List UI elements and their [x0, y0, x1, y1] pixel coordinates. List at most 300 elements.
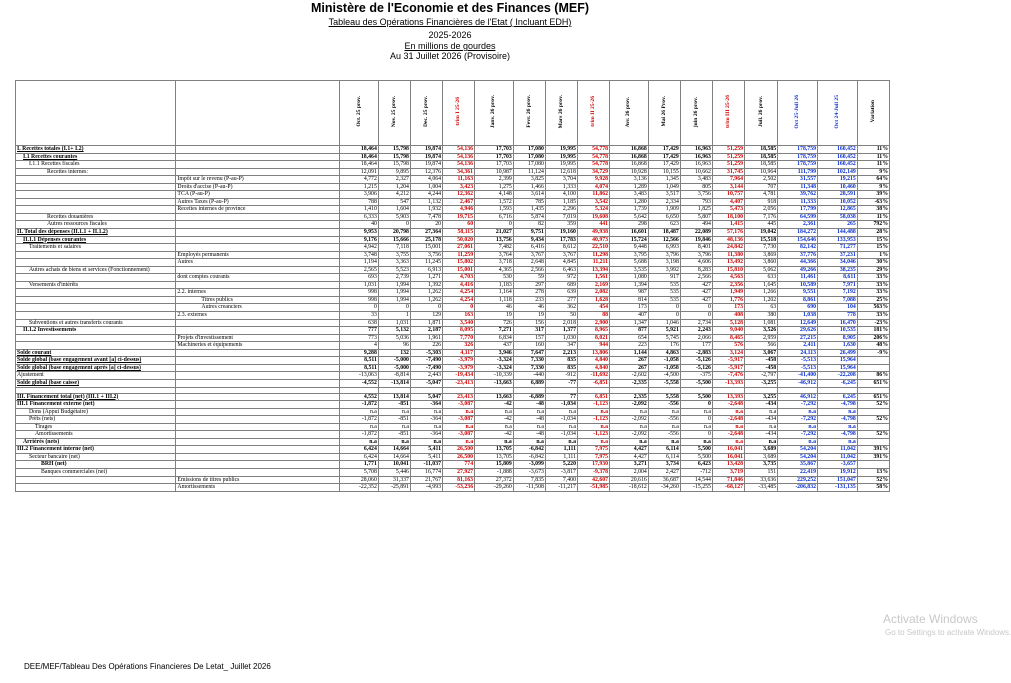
- row-label: BRH (net): [16, 461, 176, 469]
- row-label: [16, 296, 176, 304]
- column-header-label: Variation: [869, 100, 876, 123]
- value-cell: 5,411: [410, 446, 442, 454]
- row-sublabel: [176, 349, 340, 357]
- value-cell: -712: [680, 468, 712, 476]
- value-cell: 1,144: [610, 349, 649, 357]
- value-cell: 1,280: [610, 198, 649, 206]
- row-sublabel: [176, 423, 340, 431]
- value-cell: 8,612: [545, 244, 577, 252]
- value-cell: 5,220: [545, 461, 577, 469]
- value-cell: 773: [340, 334, 379, 342]
- table-row: [16, 431, 890, 439]
- table-row: [16, 281, 890, 289]
- value-cell: 917: [648, 274, 680, 282]
- value-cell: 13,814: [378, 393, 410, 401]
- value-cell: 805: [680, 183, 712, 191]
- table-row: [16, 342, 890, 350]
- value-cell: 20,616: [610, 476, 649, 484]
- value-cell: -13,393: [712, 379, 744, 387]
- row-label: III.1 Financement externe (net): [16, 401, 176, 409]
- value-cell: 5,446: [378, 468, 410, 476]
- value-cell: 2,411: [778, 342, 818, 350]
- value-cell: 2,361: [778, 221, 818, 229]
- activation-watermark: Activate Windows: [883, 612, 978, 626]
- value-cell: 10,928: [610, 168, 649, 176]
- value-cell: 22,089: [680, 229, 712, 237]
- value-cell: 19: [475, 312, 514, 320]
- row-sublabel: [176, 213, 340, 221]
- value-cell: 1,825: [680, 206, 712, 214]
- value-cell: -34,260: [648, 484, 680, 492]
- value-cell: 3,719: [712, 468, 744, 476]
- value-cell: -2,648: [712, 401, 744, 409]
- value-cell: 778: [818, 312, 858, 320]
- value-cell: -18,612: [610, 484, 649, 492]
- row-label: III.2 Financement interne (net): [16, 446, 176, 454]
- value-cell: 1: [378, 312, 410, 320]
- table-row: [16, 423, 890, 431]
- value-cell: -33,485: [745, 484, 778, 492]
- value-cell: 8,965: [577, 327, 609, 335]
- value-cell: -556: [648, 401, 680, 409]
- value-cell: 7,192: [818, 289, 858, 297]
- value-cell: 10,589: [778, 281, 818, 289]
- value-cell: 27,927: [443, 468, 475, 476]
- value-cell: 1,604: [378, 206, 410, 214]
- value-cell: 3,526: [745, 327, 778, 335]
- table-row: [16, 191, 890, 199]
- value-cell: 71,846: [712, 476, 744, 484]
- value-cell: 7,482: [475, 244, 514, 252]
- column-header: [745, 81, 778, 146]
- row-label: Dons (Appui Budgétaire): [16, 408, 176, 416]
- value-cell: 835: [545, 357, 577, 365]
- value-cell: 229,252: [778, 476, 818, 484]
- value-cell: 4,148: [475, 191, 514, 199]
- value-cell: -4,798: [818, 416, 858, 424]
- value-cell: -5,303: [410, 349, 442, 357]
- table-row: [16, 229, 890, 237]
- value-cell: 1,347: [610, 319, 649, 327]
- value-cell: 1,038: [778, 312, 818, 320]
- column-header-row: [16, 81, 890, 146]
- value-cell: n.a: [745, 423, 778, 431]
- value-cell: 223: [610, 342, 649, 350]
- column-header: [778, 81, 818, 146]
- value-cell: 10,757: [712, 191, 744, 199]
- row-sublabel: [176, 468, 340, 476]
- table-row: [16, 453, 890, 461]
- value-cell: 651%: [857, 393, 889, 401]
- table-row: [16, 446, 890, 454]
- value-cell: 34,046: [818, 259, 858, 267]
- value-cell: 298: [610, 221, 649, 229]
- value-cell: 2,187: [410, 327, 442, 335]
- value-cell: 12,566: [648, 236, 680, 244]
- value-cell: 17,703: [475, 146, 514, 154]
- value-cell: 9,751: [513, 229, 545, 237]
- value-cell: n.a: [545, 408, 577, 416]
- value-cell: 0: [475, 221, 514, 229]
- row-sublabel: [176, 453, 340, 461]
- value-cell: 18,464: [340, 146, 379, 154]
- value-cell: 15%: [857, 244, 889, 252]
- value-cell: 9,895: [378, 168, 410, 176]
- value-cell: [857, 438, 889, 446]
- value-cell: -4,552: [340, 379, 379, 387]
- value-cell: 1,262: [410, 289, 442, 297]
- value-cell: 16,868: [610, 146, 649, 154]
- value-cell: -48: [513, 401, 545, 409]
- value-cell: -15,255: [680, 484, 712, 492]
- value-cell: 64,599: [778, 213, 818, 221]
- value-cell: -6,245: [818, 379, 858, 387]
- value-cell: 1,081: [745, 319, 778, 327]
- value-cell: 58,115: [443, 229, 475, 237]
- value-cell: -4,798: [818, 431, 858, 439]
- value-cell: 160,452: [818, 153, 858, 161]
- value-cell: n.a: [712, 423, 744, 431]
- value-cell: 54,778: [577, 153, 609, 161]
- row-sublabel: Autres creanciers: [176, 304, 340, 312]
- value-cell: n.a: [745, 408, 778, 416]
- value-cell: 13%: [857, 468, 889, 476]
- value-cell: 178,759: [778, 146, 818, 154]
- value-cell: 11,245: [410, 259, 442, 267]
- value-cell: -364: [410, 416, 442, 424]
- value-cell: 38%: [857, 206, 889, 214]
- column-header-label: Juil. 26 prov.: [757, 96, 764, 128]
- column-header: [648, 81, 680, 146]
- value-cell: 4,427: [610, 446, 649, 454]
- value-cell: 111,799: [778, 168, 818, 176]
- value-cell: -458: [745, 364, 778, 372]
- value-cell: 58%: [857, 484, 889, 492]
- value-cell: 18,487: [648, 229, 680, 237]
- table-row: [16, 393, 890, 401]
- value-cell: n.a: [577, 438, 609, 446]
- value-cell: 1,776: [712, 296, 744, 304]
- value-cell: 2,296: [545, 206, 577, 214]
- column-header: [680, 81, 712, 146]
- value-cell: n.a: [680, 438, 712, 446]
- value-cell: 184,272: [778, 229, 818, 237]
- value-cell: 19,874: [410, 161, 442, 169]
- value-cell: 51,259: [712, 153, 744, 161]
- table-row: [16, 349, 890, 357]
- row-label: Prêts (nets): [16, 416, 176, 424]
- value-cell: [857, 461, 889, 469]
- value-cell: -13,814: [378, 379, 410, 387]
- row-label: Ajustement: [16, 372, 176, 380]
- value-cell: 2,399: [475, 176, 514, 184]
- value-cell: 176: [648, 342, 680, 350]
- table-row: [16, 221, 890, 229]
- value-cell: n.a: [648, 423, 680, 431]
- row-sublabel: Droits d'accise (P-au-P): [176, 183, 340, 191]
- value-cell: 39%: [857, 191, 889, 199]
- row-label: [16, 183, 176, 191]
- value-cell: -5,500: [680, 379, 712, 387]
- row-sublabel: [176, 146, 340, 154]
- value-cell: 9%: [857, 168, 889, 176]
- value-cell: n.a: [443, 408, 475, 416]
- value-cell: 359: [545, 221, 577, 229]
- value-cell: 0: [443, 304, 475, 312]
- value-cell: 1,031: [378, 319, 410, 327]
- value-cell: 82,142: [778, 244, 818, 252]
- value-cell: 39,762: [778, 191, 818, 199]
- value-cell: 4,552: [340, 393, 379, 401]
- value-cell: 17,080: [513, 161, 545, 169]
- row-sublabel: Autres Taxes (P-au-P): [176, 198, 340, 206]
- value-cell: 34,729: [577, 168, 609, 176]
- value-cell: 1,183: [475, 281, 514, 289]
- value-cell: 11%: [857, 161, 889, 169]
- value-cell: -42: [475, 401, 514, 409]
- value-cell: 774: [443, 461, 475, 469]
- row-sublabel: [176, 236, 340, 244]
- value-cell: 3,535: [610, 266, 649, 274]
- value-cell: -3,087: [443, 431, 475, 439]
- value-cell: 27,061: [443, 244, 475, 252]
- value-cell: -11,508: [513, 484, 545, 492]
- value-cell: 30%: [857, 259, 889, 267]
- value-cell: -23%: [857, 319, 889, 327]
- value-cell: 11,042: [818, 446, 858, 454]
- value-cell: 2,467: [443, 198, 475, 206]
- value-cell: 102,149: [818, 168, 858, 176]
- value-cell: 81,163: [443, 476, 475, 484]
- value-cell: n.a: [680, 408, 712, 416]
- row-label: Solde global (base engagement après [a] ci-dessus): [16, 364, 176, 372]
- value-cell: -3,087: [443, 401, 475, 409]
- value-cell: 4,254: [443, 289, 475, 297]
- value-cell: 494: [680, 221, 712, 229]
- value-cell: 10,052: [818, 198, 858, 206]
- table-row: [16, 198, 890, 206]
- value-cell: -11,692: [577, 372, 609, 380]
- value-cell: 4,064: [410, 176, 442, 184]
- value-cell: 4,427: [610, 453, 649, 461]
- value-cell: 5,473: [712, 206, 744, 214]
- value-cell: 5,036: [378, 334, 410, 342]
- value-cell: 13,663: [475, 393, 514, 401]
- value-cell: 638: [340, 319, 379, 327]
- value-cell: -1,872: [340, 431, 379, 439]
- value-cell: 944: [577, 342, 609, 350]
- value-cell: 380: [745, 312, 778, 320]
- value-cell: 278: [513, 289, 545, 297]
- value-cell: [857, 364, 889, 372]
- row-sublabel: Amortissements: [176, 484, 340, 492]
- row-label: [16, 312, 176, 320]
- row-sublabel: [176, 364, 340, 372]
- value-cell: 17,429: [648, 161, 680, 169]
- value-cell: 4,212: [378, 191, 410, 199]
- value-cell: 54,136: [443, 146, 475, 154]
- row-label: Tirages: [16, 423, 176, 431]
- value-cell: -7,490: [410, 357, 442, 365]
- value-cell: -4,500: [648, 372, 680, 380]
- value-cell: 2,502: [745, 176, 778, 184]
- value-cell: 13,393: [712, 393, 744, 401]
- row-label: [16, 191, 176, 199]
- value-cell: 0: [340, 304, 379, 312]
- value-cell: -22,208: [818, 372, 858, 380]
- value-cell: 1,080: [610, 274, 649, 282]
- value-cell: 13,756: [475, 236, 514, 244]
- row-label: Amortissements: [16, 431, 176, 439]
- value-cell: -206,832: [778, 484, 818, 492]
- value-cell: 77: [545, 393, 577, 401]
- value-cell: 1,949: [712, 289, 744, 297]
- value-cell: 6,114: [648, 453, 680, 461]
- value-cell: 1,266: [745, 289, 778, 297]
- row-label: [16, 206, 176, 214]
- row-label: II.1.1 Dépenses courantes: [16, 236, 176, 244]
- value-cell: 31,557: [778, 176, 818, 184]
- value-cell: 7,835: [513, 476, 545, 484]
- value-cell: -5,000: [378, 364, 410, 372]
- value-cell: 10,662: [680, 168, 712, 176]
- value-cell: 11%: [857, 153, 889, 161]
- value-cell: 9,040: [712, 327, 744, 335]
- value-cell: 267: [610, 364, 649, 372]
- table-row: [16, 183, 890, 191]
- table-row: [16, 438, 890, 446]
- value-cell: 11%: [857, 213, 889, 221]
- value-cell: 58,038: [818, 213, 858, 221]
- value-cell: 0: [648, 312, 680, 320]
- value-cell: -3,255: [745, 379, 778, 387]
- row-sublabel: [176, 416, 340, 424]
- row-label: Recettes douanières: [16, 213, 176, 221]
- value-cell: 48,136: [712, 236, 744, 244]
- row-label: Subventions et autres transferts courants: [16, 319, 176, 327]
- value-cell: 8,021: [577, 334, 609, 342]
- value-cell: 998: [340, 289, 379, 297]
- value-cell: 6,463: [545, 266, 577, 274]
- value-cell: 10,041: [378, 461, 410, 469]
- value-cell: 1,628: [577, 296, 609, 304]
- value-cell: 3,748: [340, 251, 379, 259]
- value-cell: 407: [610, 312, 649, 320]
- value-cell: 7,330: [513, 357, 545, 365]
- value-cell: 33,636: [745, 476, 778, 484]
- value-cell: 7,176: [745, 213, 778, 221]
- value-cell: 11,333: [778, 198, 818, 206]
- value-cell: 27,215: [778, 334, 818, 342]
- column-header-label: Janv. 26 prov.: [490, 95, 497, 129]
- value-cell: 2,327: [378, 176, 410, 184]
- value-cell: 26,500: [443, 453, 475, 461]
- value-cell: 8,905: [818, 334, 858, 342]
- value-cell: 8,511: [340, 357, 379, 365]
- value-cell: 28,060: [340, 476, 379, 484]
- value-cell: 4,840: [577, 364, 609, 372]
- value-cell: 362: [545, 304, 577, 312]
- value-cell: 347: [545, 342, 577, 350]
- value-cell: 693: [340, 274, 379, 282]
- value-cell: 1,593: [475, 206, 514, 214]
- value-cell: 437: [475, 342, 514, 350]
- value-cell: 576: [712, 342, 744, 350]
- value-cell: -13,663: [475, 379, 514, 387]
- value-cell: 49,938: [577, 229, 609, 237]
- value-cell: 441: [577, 221, 609, 229]
- value-cell: 19,995: [545, 161, 577, 169]
- value-cell: 233: [513, 296, 545, 304]
- value-cell: 31,745: [712, 168, 744, 176]
- value-cell: 326: [443, 342, 475, 350]
- table-row: [16, 304, 890, 312]
- value-cell: 3,483: [610, 191, 649, 199]
- table-row: [16, 213, 890, 221]
- value-cell: -7,476: [712, 372, 744, 380]
- value-cell: 9,288: [340, 349, 379, 357]
- value-cell: -10,339: [475, 372, 514, 380]
- value-cell: [857, 357, 889, 365]
- value-cell: 129: [410, 312, 442, 320]
- value-cell: -53,236: [443, 484, 475, 492]
- value-cell: 9,434: [513, 236, 545, 244]
- row-label: [16, 334, 176, 342]
- value-cell: 151,047: [818, 476, 858, 484]
- value-cell: n.a: [513, 438, 545, 446]
- table-row: [16, 372, 890, 380]
- value-cell: 1,415: [712, 221, 744, 229]
- value-cell: 7,330: [513, 364, 545, 372]
- value-cell: 19,874: [410, 146, 442, 154]
- value-cell: -42: [475, 416, 514, 424]
- value-cell: 3,614: [513, 191, 545, 199]
- value-cell: 6,650: [648, 213, 680, 221]
- value-cell: n.a: [513, 408, 545, 416]
- column-header: [513, 81, 545, 146]
- value-cell: 7,975: [577, 446, 609, 454]
- value-cell: 3,764: [475, 251, 514, 259]
- value-cell: n.a: [818, 408, 858, 416]
- table-row: [16, 408, 890, 416]
- value-cell: 11,862: [577, 191, 609, 199]
- value-cell: 50,020: [443, 236, 475, 244]
- value-cell: 7,770: [443, 334, 475, 342]
- value-cell: 1,345: [648, 176, 680, 184]
- value-cell: n.a: [410, 423, 442, 431]
- value-cell: 391%: [857, 446, 889, 454]
- row-label: [16, 342, 176, 350]
- value-cell: -11,217: [545, 484, 577, 492]
- value-cell: 13,705: [475, 453, 514, 461]
- value-cell: 1,645: [745, 281, 778, 289]
- row-sublabel: [176, 244, 340, 252]
- value-cell: 16,963: [680, 146, 712, 154]
- value-cell: 4,254: [443, 296, 475, 304]
- value-cell: 5,745: [648, 334, 680, 342]
- value-cell: 1,435: [513, 206, 545, 214]
- value-cell: 206%: [857, 334, 889, 342]
- value-cell: 15,809: [475, 461, 514, 469]
- value-cell: -3,087: [443, 416, 475, 424]
- value-cell: 530: [475, 274, 514, 282]
- table-row: [16, 244, 890, 252]
- value-cell: 24,113: [778, 349, 818, 357]
- value-cell: -22,352: [340, 484, 379, 492]
- value-cell: 9,953: [340, 229, 379, 237]
- value-cell: n.a: [378, 408, 410, 416]
- value-cell: -458: [745, 357, 778, 365]
